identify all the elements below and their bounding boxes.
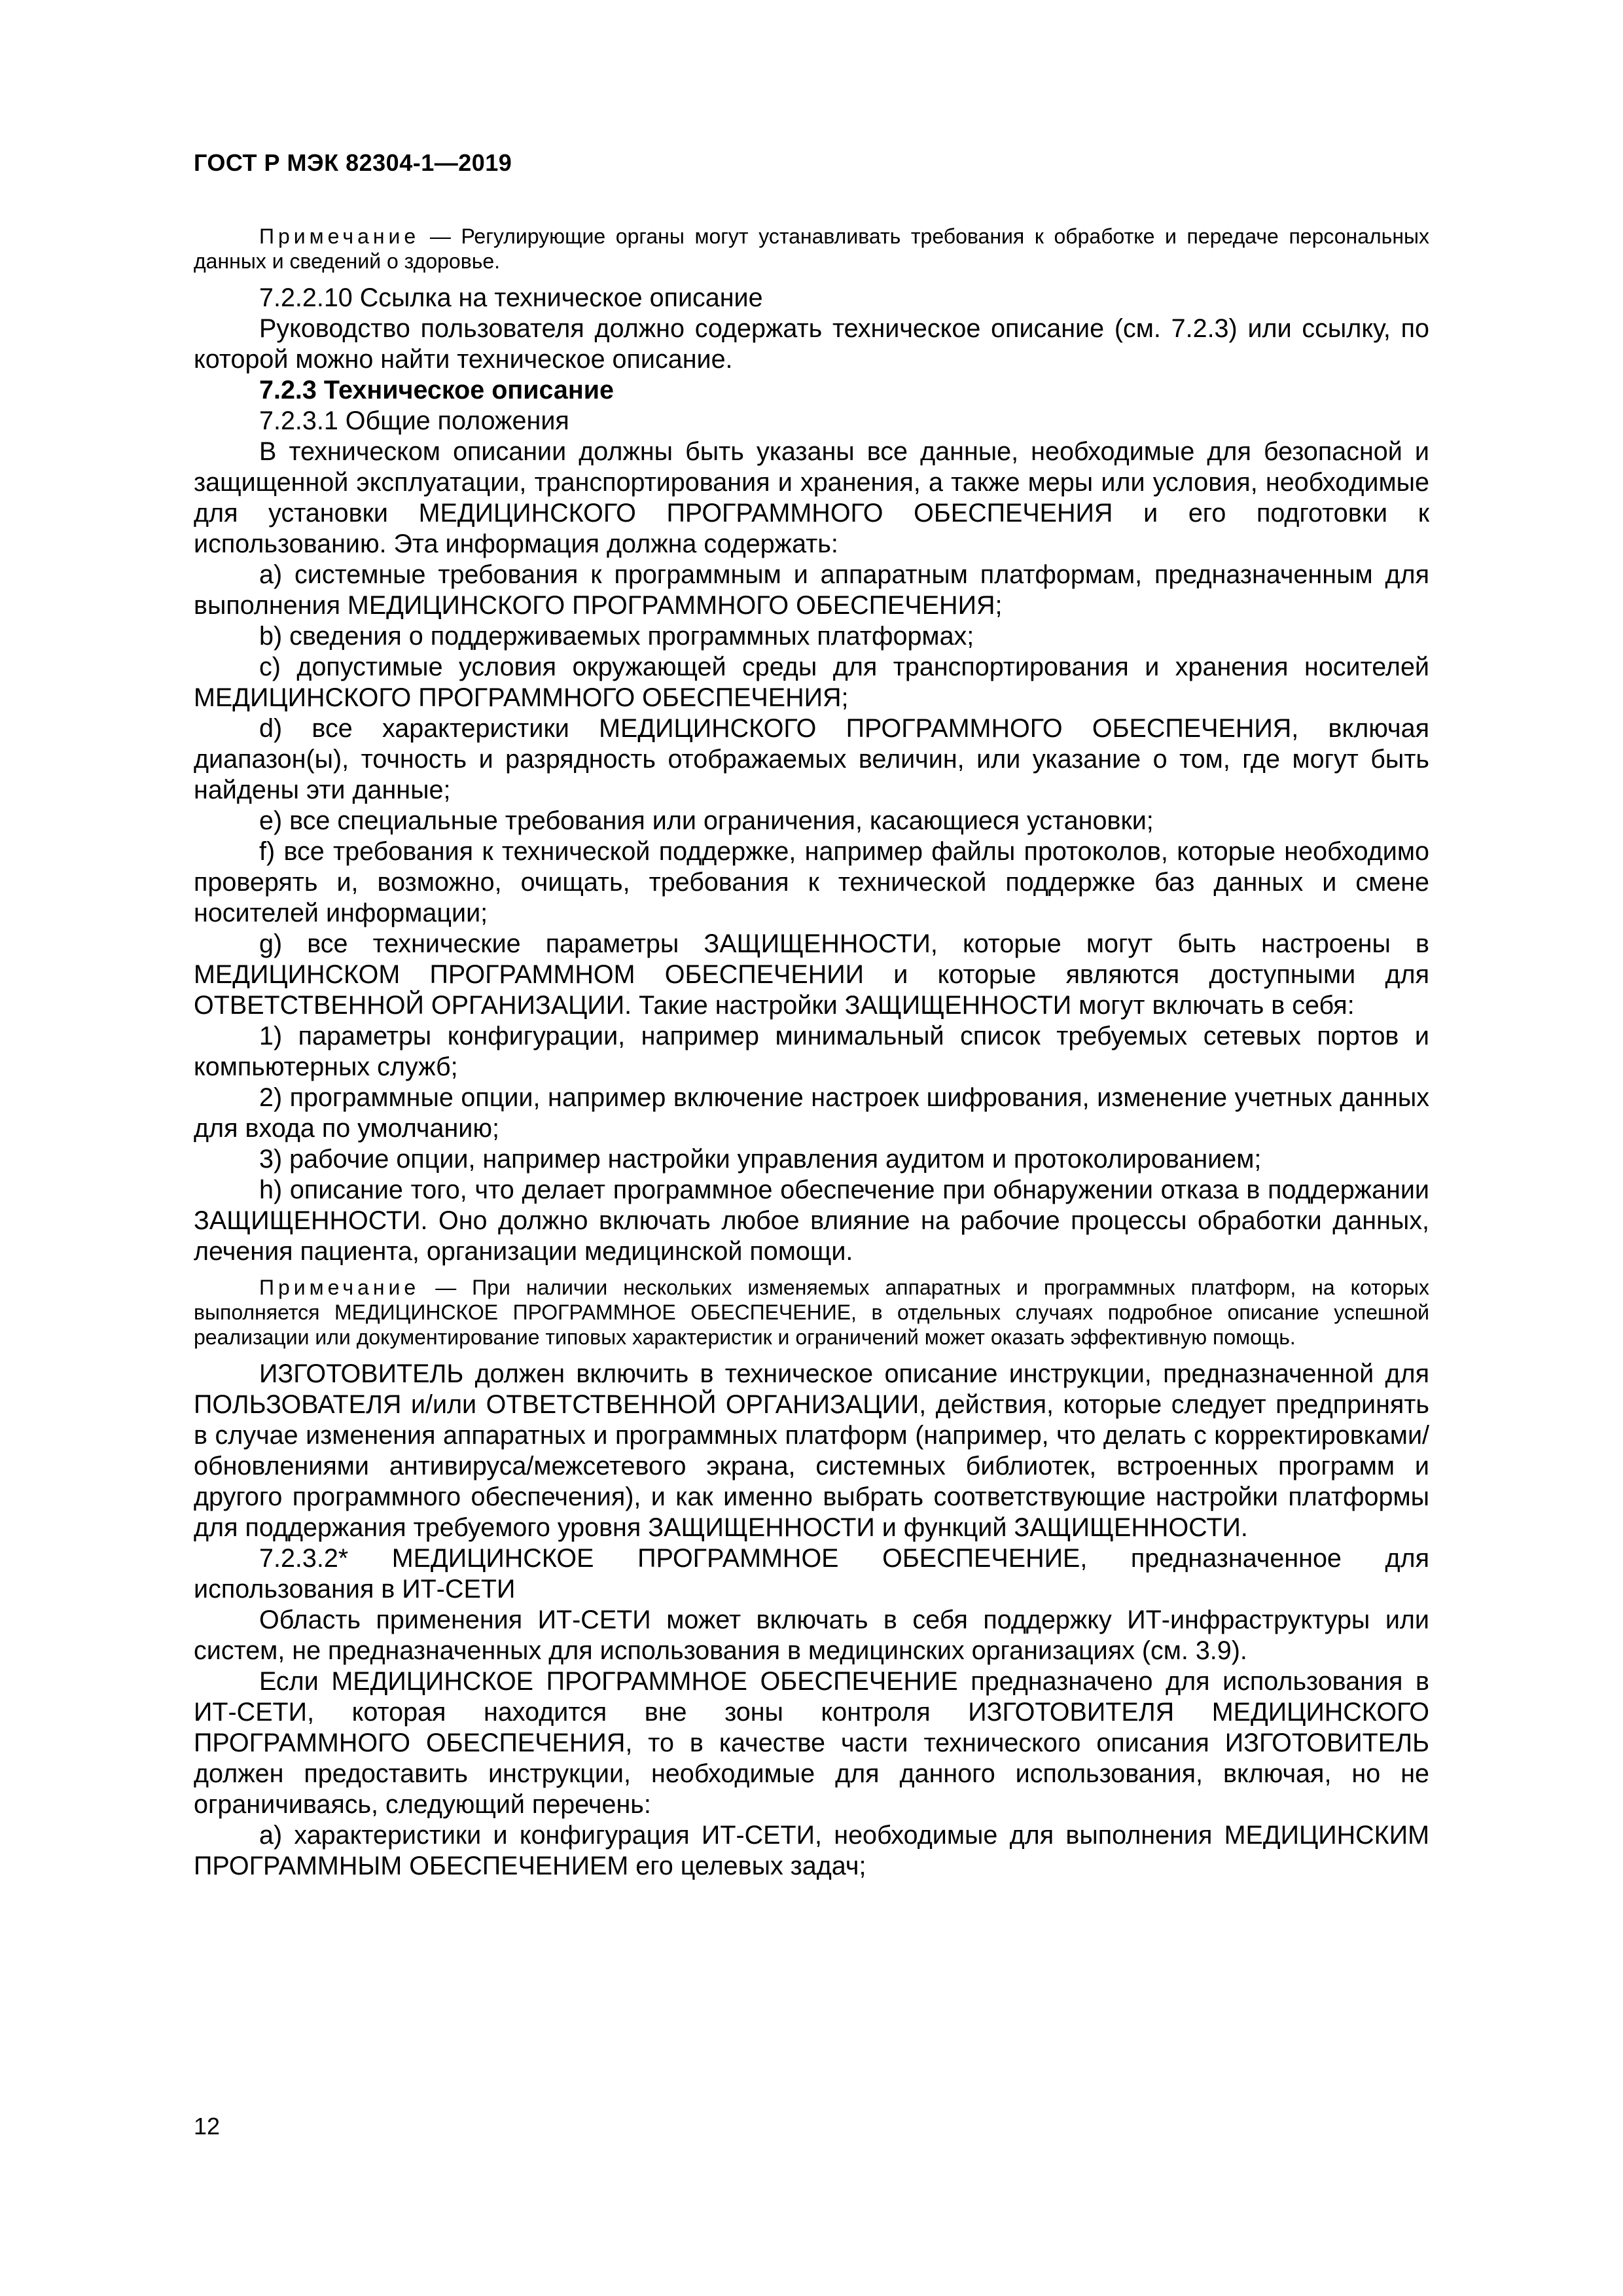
list-item: f) все требования к технической поддержке, например файлы протоколов, которые необходимо проверять и, возможно, очищать, требования к технической поддержке баз данных и смене носителей информации; (194, 837, 1429, 927)
paragraph: Область применения ИТ-СЕТИ может включать в себя поддержку ИТ-инфраструктуры или систем, не предназначенных для использования в медицинских организациях (см. 3.9). (194, 1605, 1429, 1665)
note-text: — При наличии нескольких изменяемых аппаратных и программных платформ, на которых выполняется МЕДИЦИНСКОЕ ПРОГРАММНОЕ ОБЕСПЕЧЕНИЕ, в отдельных случаях подробное описание успешной реализации или документирование типовых характеристик и ограничений может оказать эффективную помощь. (194, 1276, 1429, 1349)
paragraph: 7.2.3.2* МЕДИЦИНСКОЕ ПРОГРАММНОЕ ОБЕСПЕЧЕНИЕ, предназначенное для использования в ИТ-СЕТИ (194, 1544, 1429, 1604)
note-1 (194, 224, 1429, 274)
sub-list-item: 3) рабочие опции, например настройки управления аудитом и протоколированием; (259, 1145, 1262, 1174)
page-number: 12 (194, 2113, 221, 2140)
paragraph: В техническом описании должны быть указаны все данные, необходимые для безопасной и защищенной эксплуатации, транспортирования и хранения, а также меры или условия, необходимые для установки МЕДИЦИНСКОГО ПРОГРАММНОГО ОБЕСПЕЧЕНИЯ и его подготовки к использованию. Эта информация должна содержать: (194, 437, 1429, 558)
document-code: ГОСТ Р МЭК 82304-1—2019 (194, 149, 512, 176)
list-item: h) описание того, что делает программное обеспечение при обнаружении отказа в поддержании ЗАЩИЩЕННОСТИ. Оно должно включать любое влияние на рабочие процессы обработки данных, лечения пациента, организации медицинской помощи. (194, 1175, 1429, 1266)
list-item: e) все специальные требования или ограничения, касающиеся установки; (259, 806, 1154, 835)
paragraph: 7.2.2.10 Ссылка на техническое описание (259, 283, 763, 312)
sub-list-item: 2) программные опции, например включение настроек шифрования, изменение учетных данных для входа по умолчанию; (194, 1083, 1429, 1143)
paragraph: Если МЕДИЦИНСКОЕ ПРОГРАММНОЕ ОБЕСПЕЧЕНИЕ предназначено для использования в ИТ-СЕТИ, которая находится вне зоны контроля ИЗГОТОВИТЕЛЯ МЕДИЦИНСКОГО ПРОГРАММНОГО ОБЕСПЕЧЕНИЯ, то в качестве части технического описания ИЗГОТОВИТЕЛЬ должен предоставить инструкции, необходимые для данного использования, включая, но не ограничиваясь, следующий перечень: (194, 1667, 1429, 1819)
list-item: b) сведения о поддерживаемых программных платформах; (259, 622, 974, 651)
section-heading: 7.2.3 Техническое описание (259, 376, 615, 404)
note-label: Примечание (259, 1276, 420, 1299)
list-item: a) системные требования к программным и аппаратным платформам, предназначенным для выполнения МЕДИЦИНСКОГО ПРОГРАММНОГО ОБЕСПЕЧЕНИЯ; (194, 560, 1429, 620)
list-item: d) все характеристики МЕДИЦИНСКОГО ПРОГРАММНОГО ОБЕСПЕЧЕНИЯ, включая диапазон(ы), точность и разрядность отображаемых величин, или указание о том, где могут быть найдены эти данные; (194, 714, 1429, 804)
note-label: Примечание (259, 224, 420, 248)
paragraph: 7.2.3.1 Общие положения (259, 406, 569, 435)
sub-list-item: 1) параметры конфигурации, например минимальный список требуемых сетевых портов и компьютерных служб; (194, 1022, 1429, 1081)
list-item: g) все технические параметры ЗАЩИЩЕННОСТИ, которые могут быть настроены в МЕДИЦИНСКОМ ПРОГРАММНОМ ОБЕСПЕЧЕНИИ и которые являются доступными для ОТВЕТСТВЕННОЙ ОРГАНИЗАЦИИ. Такие настройки ЗАЩИЩЕННОСТИ могут включать в себя: (194, 929, 1429, 1020)
list-item: c) допустимые условия окружающей среды для транспортирования и хранения носителей МЕДИЦИНСКОГО ПРОГРАММНОГО ОБЕСПЕЧЕНИЯ; (194, 653, 1429, 712)
note-text: — Регулирующие органы могут устанавливать требования к обработке и передаче персональных данных и сведений о здоровье. (194, 224, 1429, 273)
paragraph: Руководство пользователя должно содержать техническое описание (см. 7.2.3) или ссылку, по которой можно найти техническое описание. (194, 314, 1429, 374)
list-item: a) характеристики и конфигурация ИТ-СЕТИ, необходимые для выполнения МЕДИЦИНСКИМ ПРОГРАММНЫМ ОБЕСПЕЧЕНИЕМ его целевых задач; (194, 1821, 1429, 1880)
paragraph: ИЗГОТОВИТЕЛЬ должен включить в техническое описание инструкции, предназначенной для ПОЛЬЗОВАТЕЛЯ и/или ОТВЕТСТВЕННОЙ ОРГАНИЗАЦИИ, действия, которые следует предпринять в случае изменения аппаратных и программных платформ (например, что делать с корректировками/обновлениями антивируса/межсетевого экрана, системных библиотек, встроенных программ и другого программного обеспечения), и как именно выбрать соответствующие настройки платформы для поддержания требуемого уровня ЗАЩИЩЕННОСТИ и функций ЗАЩИЩЕННОСТИ. (194, 1359, 1429, 1542)
note-2 (194, 1275, 1429, 1350)
document-body (194, 216, 1429, 1882)
